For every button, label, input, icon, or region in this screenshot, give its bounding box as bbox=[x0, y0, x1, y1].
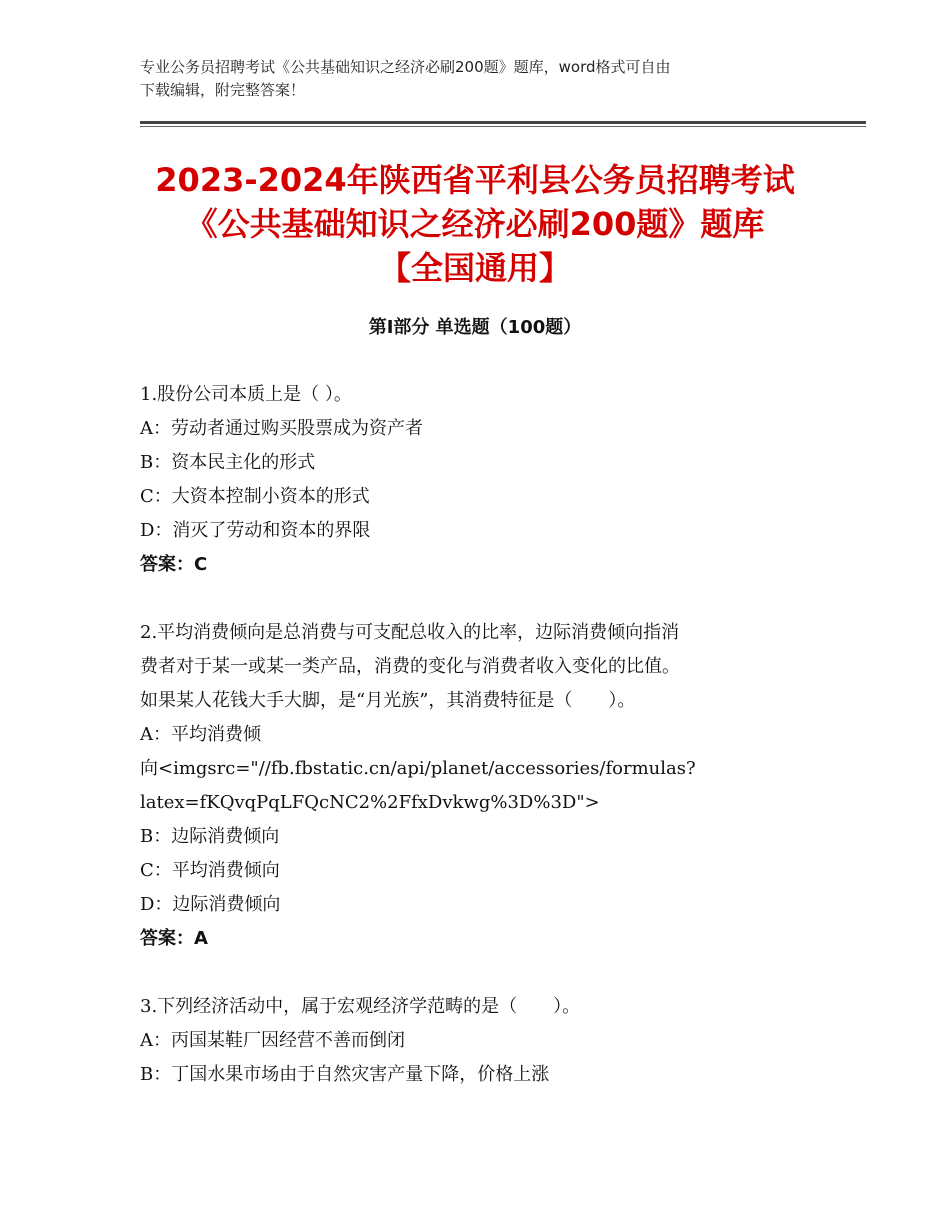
header-note bbox=[140, 56, 820, 102]
question-1 bbox=[140, 378, 830, 582]
question-3 bbox=[140, 990, 830, 1092]
header-rule-thick bbox=[140, 121, 866, 124]
option-b: B：资本民主化的形式 bbox=[140, 452, 316, 473]
answer-label: 答案：C bbox=[140, 554, 208, 575]
answer-label: 答案：A bbox=[140, 928, 208, 949]
question-list bbox=[140, 378, 830, 1092]
option-a-line-3: latex=fKQvqPqLFQcNC2%2FfxDvkwg%3D%3D"> bbox=[140, 792, 600, 813]
option-c: C：大资本控制小资本的形式 bbox=[140, 486, 370, 507]
header-rule-thin bbox=[140, 126, 866, 127]
header-note-line-2: 下载编辑，附完整答案！ bbox=[140, 81, 306, 99]
document-title bbox=[100, 158, 850, 290]
option-a: A：丙国某鞋厂因经营不善而倒闭 bbox=[140, 1030, 405, 1051]
option-b: B：丁国水果市场由于自然灾害产量下降，价格上涨 bbox=[140, 1064, 550, 1085]
question-spacer bbox=[140, 956, 830, 990]
option-b: B：边际消费倾向 bbox=[140, 826, 280, 847]
question-stem: 1.股份公司本质上是（ ）。 bbox=[140, 384, 352, 405]
option-a-line-1: A：平均消费倾 bbox=[140, 724, 261, 745]
document-title-line-1: 2023-2024年陕西省平利县公务员招聘考试 bbox=[155, 161, 795, 199]
option-d: D：边际消费倾向 bbox=[140, 894, 281, 915]
document-title-line-2: 《公共基础知识之经济必刷200题》题库 bbox=[185, 205, 765, 243]
option-d: D：消灭了劳动和资本的界限 bbox=[140, 520, 371, 541]
document-title-line-3: 【全国通用】 bbox=[378, 249, 571, 287]
option-a: A：劳动者通过购买股票成为资产者 bbox=[140, 418, 423, 439]
question-spacer bbox=[140, 582, 830, 616]
option-a-line-2: 向<imgsrc="//fb.fbstatic.cn/api/planet/accessories/formulas? bbox=[140, 758, 696, 779]
question-stem-line-1: 2.平均消费倾向是总消费与可支配总收入的比率，边际消费倾向指消 bbox=[140, 622, 680, 643]
header-note-line-1: 专业公务员招聘考试《公共基础知识之经济必刷200题》题库，word格式可自由 bbox=[140, 58, 671, 76]
option-c: C：平均消费倾向 bbox=[140, 860, 280, 881]
question-stem-line-2: 费者对于某一或某一类产品，消费的变化与消费者收入变化的比值。 bbox=[140, 656, 680, 677]
question-stem: 3.下列经济活动中，属于宏观经济学范畴的是（ ）。 bbox=[140, 996, 581, 1017]
question-stem-line-3: 如果某人花钱大手大脚，是“月光族”，其消费特征是（ ）。 bbox=[140, 690, 636, 711]
section-title: 第Ⅰ部分 单选题（100题） bbox=[368, 317, 582, 338]
question-2 bbox=[140, 616, 830, 956]
